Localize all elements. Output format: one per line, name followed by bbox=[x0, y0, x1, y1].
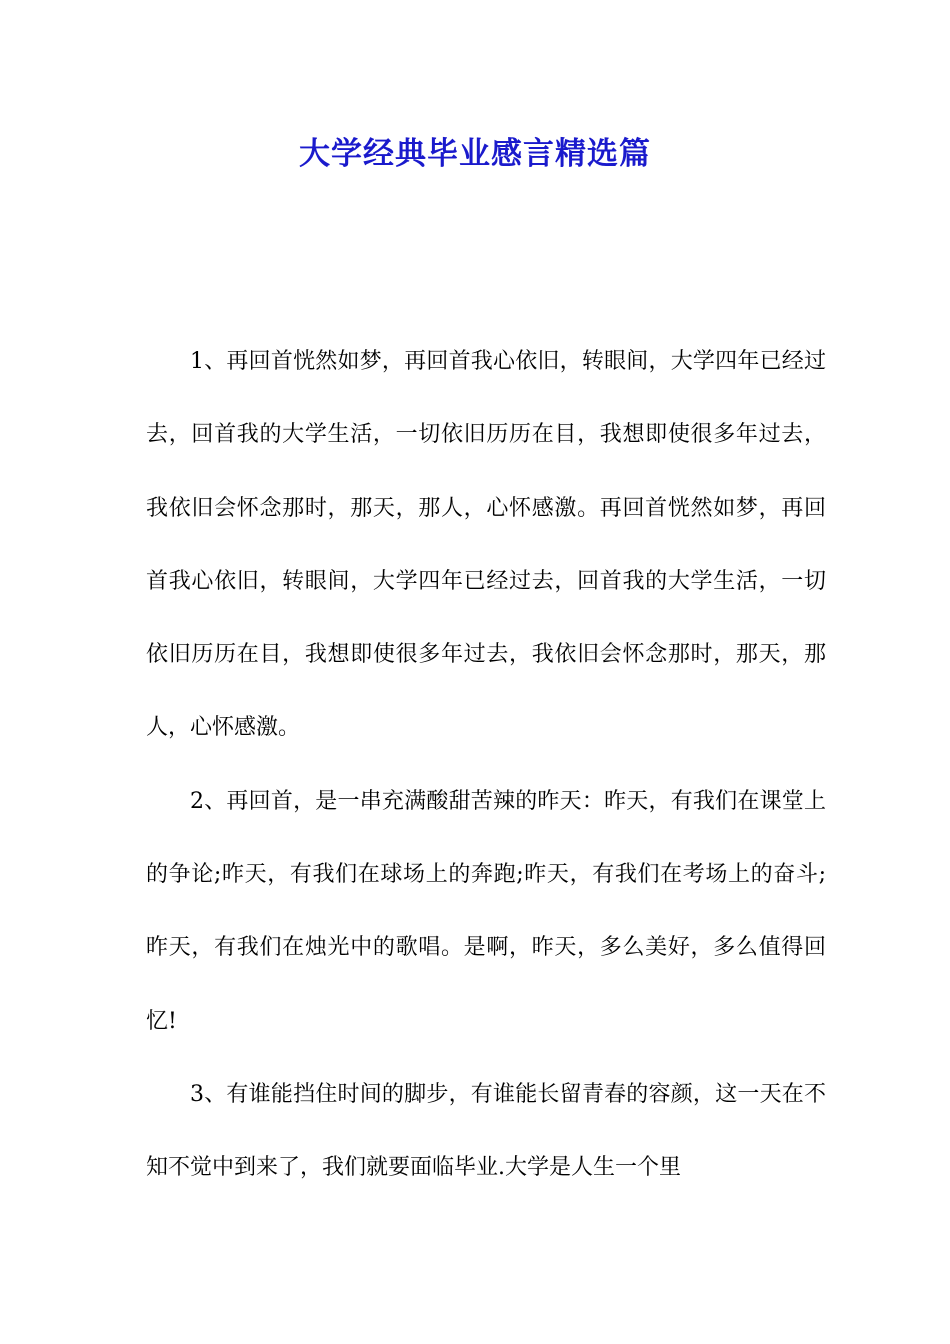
paragraph-2: 2、再回首，是一串充满酸甜苦辣的昨天：昨天，有我们在课堂上的争论;昨天，有我们在球场上的奔跑;昨天，有我们在考场上的奋斗;昨天，有我们在烛光中的歌唱。是啊，昨天，多么美好，多么值得回忆! bbox=[146, 788, 826, 1034]
paragraph-1: 1、再回首恍然如梦，再回首我心依旧，转眼间，大学四年已经过去，回首我的大学生活，一切依旧历历在目，我想即使很多年过去，我依旧会怀念那时，那天，那人，心怀感激。再回首恍然如梦，再回首我心依旧，转眼间，大学四年已经过去，回首我的大学生活，一切依旧历历在目，我想即使很多年过去，我依旧会怀念那时，那天，那人，心怀感激。 bbox=[146, 349, 826, 741]
paragraph-3: 3、有谁能挡住时间的脚步，有谁能长留青春的容颜，这一天在不知不觉中到来了，我们就要面临毕业.大学是人生一个里 bbox=[146, 1081, 826, 1181]
document-body bbox=[146, 325, 826, 1205]
document-title: 大学经典毕业感言精选篇 bbox=[299, 136, 651, 172]
